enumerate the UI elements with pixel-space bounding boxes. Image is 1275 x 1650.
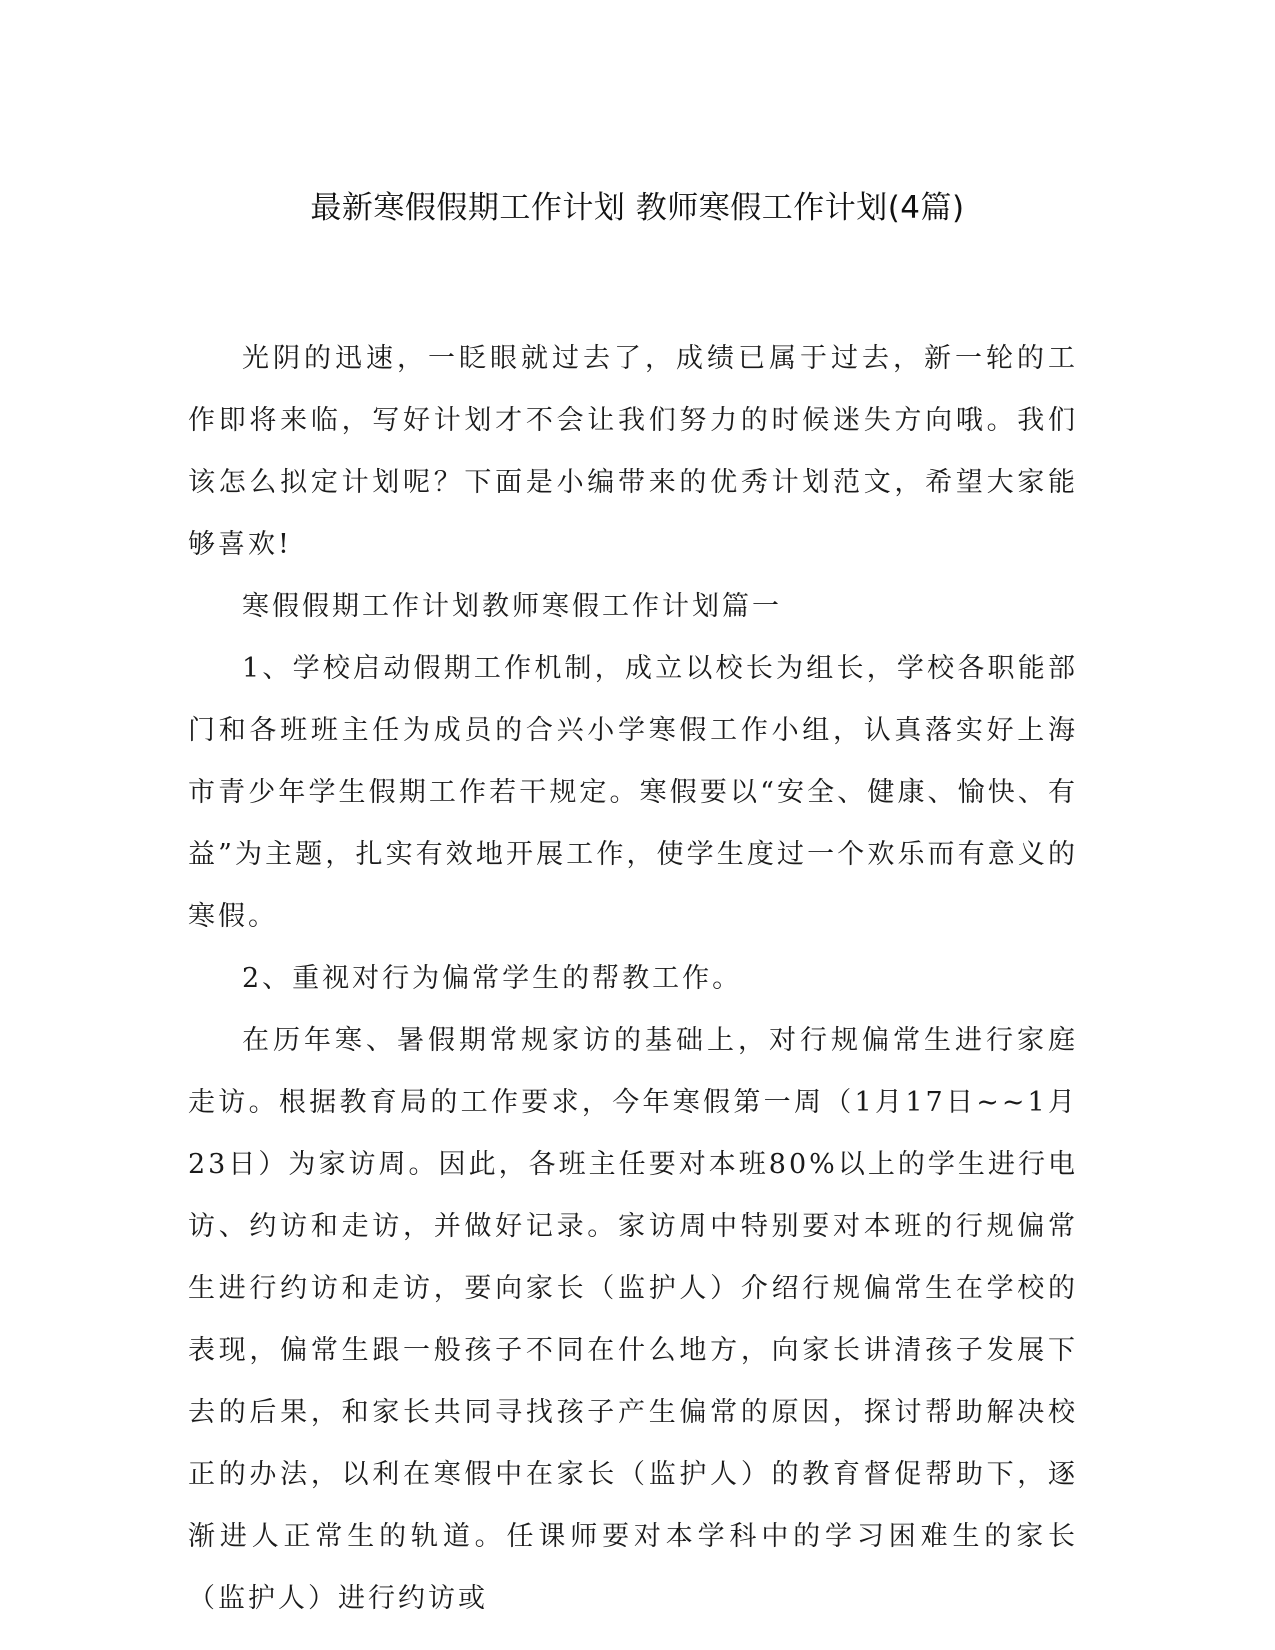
intro-paragraph: 光阴的迅速，一眨眼就过去了，成绩已属于过去，新一轮的工作即将来临，写好计划才不会让我们努力的时候迷失方向哦。我们该怎么拟定计划呢？下面是小编带来的优秀计划范文，希望大家能够喜欢!	[188, 343, 1078, 560]
item-1-paragraph: 1、学校启动假期工作机制，成立以校长为组长，学校各职能部门和各班班主任为成员的合兴小学寒假工作小组，认真落实好上海市青少年学生假期工作若干规定。寒假要以“安全、健康、愉快、有益”为主题，扎实有效地开展工作，使学生度过一个欢乐而有意义的寒假。	[188, 653, 1078, 932]
document-title: 最新寒假假期工作计划 教师寒假工作计划(4篇)	[310, 190, 965, 226]
home-visit-paragraph: 在历年寒、暑假期常规家访的基础上，对行规偏常生进行家庭走访。根据教育局的工作要求，今年寒假第一周（1月17日~~1月23日）为家访周。因此，各班主任要对本班80%以上的学生进行电访、约访和走访，并做好记录。家访周中特别要对本班的行规偏常生进行约访和走访，要向家长（监护人）介绍行规偏常生在学校的表现，偏常生跟一般孩子不同在什么地方，向家长讲清孩子发展下去的后果，和家长共同寻找孩子产生偏常的原因，探讨帮助解决校正的办法，以利在寒假中在家长（监护人）的教育督促帮助下，逐渐进人正常生的轨道。任课师要对本学科中的学习困难生的家长（监护人）进行约访或	[188, 1025, 1078, 1614]
document-body	[188, 328, 1078, 1630]
item-2-heading: 2、重视对行为偏常学生的帮教工作。	[242, 963, 743, 994]
section-heading: 寒假假期工作计划教师寒假工作计划篇一	[242, 591, 782, 622]
